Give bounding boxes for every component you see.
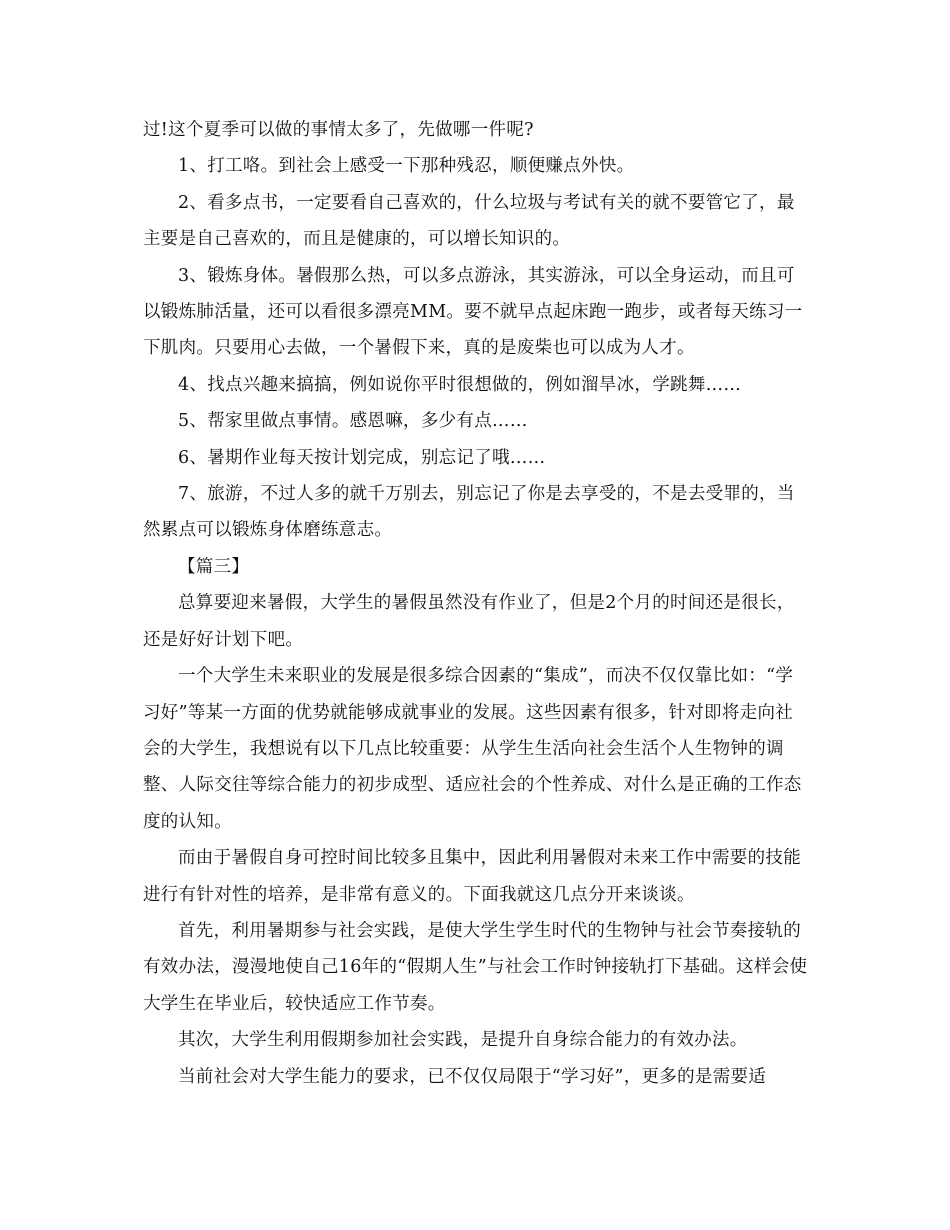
paragraph-13: 其次，大学生利用假期参加社会实践，是提升自身综合能力的有效办法。 xyxy=(178,1030,748,1051)
section-heading: 【篇三】 xyxy=(178,556,250,577)
list-item-6: 6、暑期作业每天按计划完成，别忘记了哦…… xyxy=(178,447,546,468)
paragraph-0: 过!这个夏季可以做的事情太多了，先做哪一件呢? xyxy=(143,120,534,140)
list-item-7: 7、旅游，不过人多的就千万别去，别忘记了你是去享受的，不是去受罪的，当然累点可以锻炼身体磨练意志。 xyxy=(143,484,795,541)
paragraph-9: 总算要迎来暑假，大学生的暑假虽然没有作业了，但是2个月的时间还是很长，还是好好计划下吧。 xyxy=(143,593,795,650)
paragraph-11: 而由于暑假自身可控时间比较多且集中，因此利用暑假对未来工作中需要的技能进行有针对性的培养，是非常有意义的。下面我就这几点分开来谈谈。 xyxy=(143,848,801,905)
paragraph-10: 一个大学生未来职业的发展是很多综合因素的“集成”，而决不仅仅靠比如：“学习好”等某一方面的优势就能够成就事业的发展。这些因素有很多，针对即将走向社会的大学生，我想说有以下几点比较重要：从学生生活向社会生活个人生物钟的调整、人际交往等综合能力的初步成型、适应社会的个性养成、对什么是正确的工作态度的认知。 xyxy=(143,666,802,832)
paragraph-12: 首先，利用暑期参与社会实践，是使大学生学生时代的生物钟与社会节奏接轨的有效办法，漫漫地使自己16年的“假期人生”与社会工作时钟接轨打下基础。这样会使大学生在毕业后，较快适应工作节奏。 xyxy=(143,920,808,1014)
document-body xyxy=(143,112,808,1095)
list-item-1: 1、打工咯。到社会上感受一下那种残忍，顺便赚点外快。 xyxy=(178,156,635,177)
list-item-3: 3、锻炼身体。暑假那么热，可以多点游泳，其实游泳，可以全身运动，而且可以锻炼肺活量，还可以看很多漂亮MM。要不就早点起床跑一跑步，或者每天练习一下肌肉。只要用心去做，一个暑假下来，真的是废柴也可以成为人才。 xyxy=(143,265,803,359)
list-item-2: 2、看多点书，一定要看自己喜欢的，什么垃圾与考试有关的就不要管它了，最主要是自己喜欢的，而且是健康的，可以增长知识的。 xyxy=(143,192,795,250)
paragraph-14: 当前社会对大学生能力的要求，已不仅仅局限于“学习好”，更多的是需要适 xyxy=(178,1066,767,1087)
list-item-5: 5、帮家里做点事情。感恩嘛，多少有点…… xyxy=(178,411,528,432)
list-item-4: 4、找点兴趣来搞搞，例如说你平时很想做的，例如溜旱冰，学跳舞…… xyxy=(178,374,742,395)
